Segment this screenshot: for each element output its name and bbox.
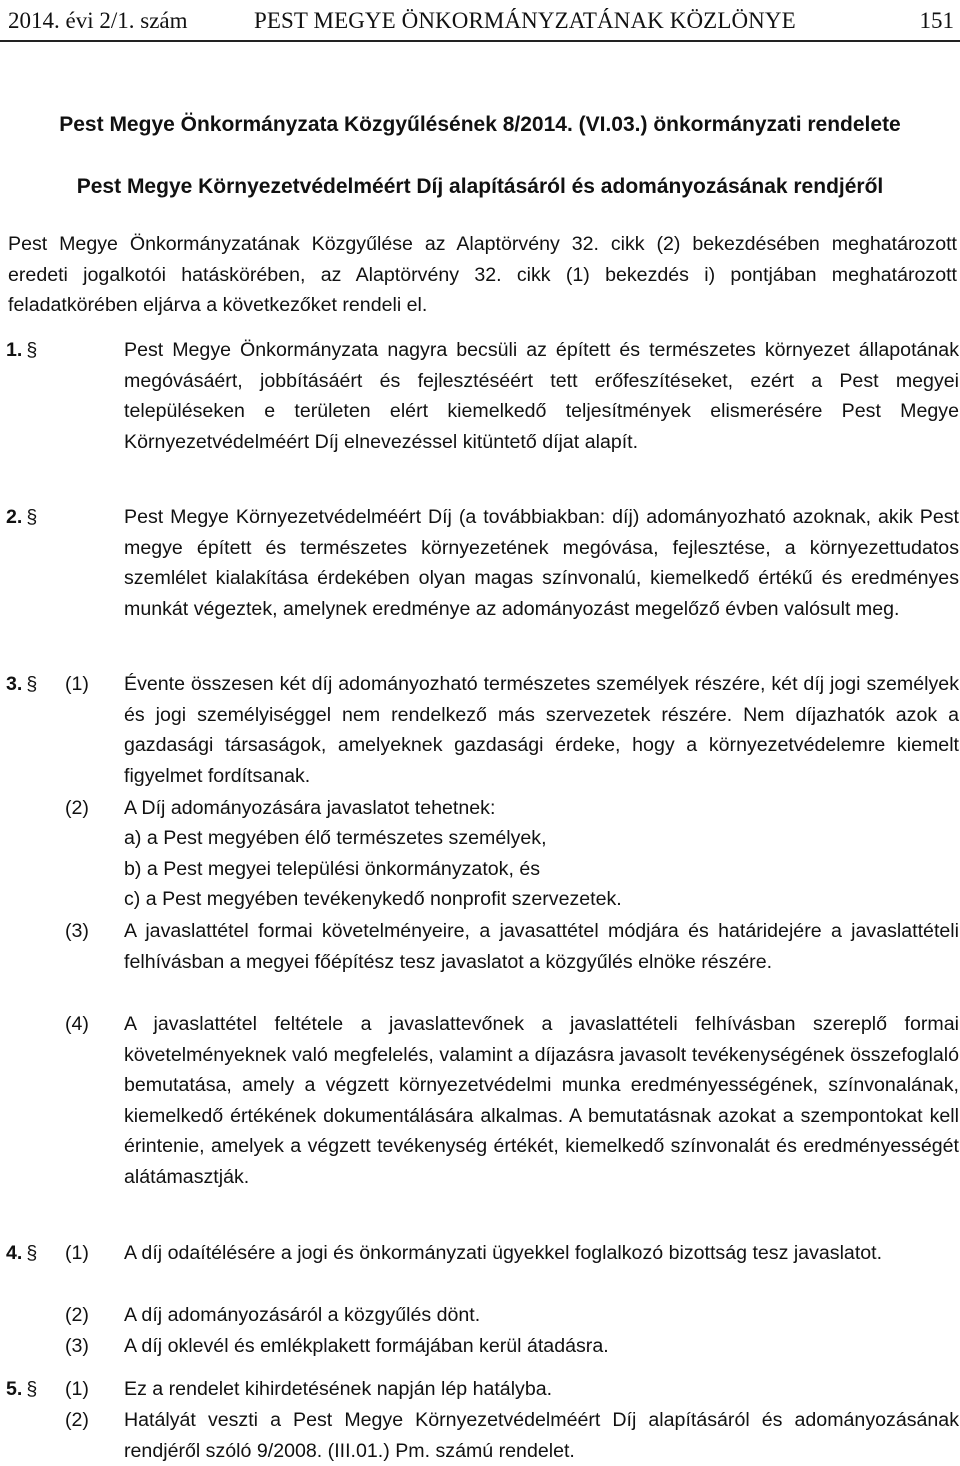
section-5-paragraph-2: Hatályát veszti a Pest Megye Környezetvédelméért Díj alapításáról és adományozásának rendjéről szóló 9/2008. (III.01.) Pm. számú rendelet. — [124, 1409, 959, 1462]
paragraph-label: (3) — [65, 1335, 89, 1357]
section-5-number: 5. § — [6, 1378, 38, 1400]
section-2-text: Pest Megye Környezetvédelméért Díj (a továbbiakban: díj) adományozható azoknak, akik Pest megye épített és természetes környezetének megóvása, fejlesztése, a környezettudatos szemlélet kialakítása érdekében olyan magas színvonalú, kiemelkedő értékű és eredményes munkát végeztek, amelynek eredménye az adományozást megelőző évben valósult meg. — [124, 506, 959, 620]
section-4-paragraph-2: A díj adományozásáról a közgyűlés dönt. — [124, 1304, 481, 1326]
paragraph-label: (3) — [65, 920, 89, 942]
section-3-paragraph-1: Évente összesen két díj adományozható természetes személyek részére, két díj jogi személyek és jogi személyiséggel nem rendelkező más szervezetek részére. Nem díjazhatók azok a gazdasági társaságok, amelyeknek gazdasági érdeke, hogy a környezetvédelemre kiemelt figyelmet fordítsanak. — [124, 673, 959, 787]
section-mark: § — [26, 506, 38, 528]
issue-number: 2014. évi 2/1. szám — [8, 8, 188, 33]
section-3-paragraph-3: A javaslattétel formai követelményeire, a javasattétel módjára és határidejére a javaslattételi felhívásban a megyei főépítész tesz javaslatot a közgyűlés elnöke részére. — [124, 920, 959, 973]
paragraph-label: (4) — [65, 1013, 89, 1035]
list-item-c: c) a Pest megyében tevékenykedő nonprofit szervezetek. — [124, 888, 622, 910]
journal-title: PEST MEGYE ÖNKORMÁNYZATÁNAK KÖZLÖNYE — [254, 8, 796, 33]
paragraph-label: (2) — [65, 1304, 89, 1326]
section-mark: § — [26, 1378, 38, 1400]
section-4-paragraph-1: A díj odaítélésére a jogi és önkormányzati ügyekkel foglalkozó bizottság tesz javaslatot. — [124, 1242, 883, 1264]
section-2-number: 2. § — [6, 506, 38, 528]
header-divider — [0, 40, 960, 42]
section-mark: § — [26, 339, 38, 361]
paragraph-label: (2) — [65, 797, 89, 819]
list-item-b: b) a Pest megyei települési önkormányzatok, és — [124, 858, 541, 880]
running-header — [8, 4, 954, 38]
section-3-paragraph-2: A Díj adományozására javaslatot tehetnek: — [124, 797, 496, 819]
section-4-paragraph-3: A díj oklevél és emlékplakett formájában kerül átadásra. — [124, 1335, 609, 1357]
section-1-number: 1. § — [6, 339, 38, 361]
paragraph-label: (1) — [65, 673, 89, 695]
paragraph-label: (1) — [65, 1242, 89, 1264]
paragraph-label: (1) — [65, 1378, 89, 1400]
decree-title: Pest Megye Önkormányzata Közgyűlésének 8/2014. (VI.03.) önkormányzati rendelete — [59, 113, 901, 136]
paragraph-label: (2) — [65, 1409, 89, 1431]
section-1-text: Pest Megye Önkormányzata nagyra becsüli az épített és természetes környezet állapotának megóvásáért, jobbításáért és fejlesztéséért tett erőfeszítéseket, ezért a Pest megyei településeken e területen elért kiemelkedő teljesítmények elismerésére Pest Megye Környezetvédelméért Díj elnevezéssel kitüntető díjat alapít. — [124, 339, 959, 453]
list-item-a: a) a Pest megyében élő természetes személyek, — [124, 827, 547, 849]
section-mark: § — [26, 1242, 38, 1264]
section-3-number: 3. § — [6, 673, 38, 695]
section-mark: § — [26, 673, 38, 695]
section-4-number: 4. § — [6, 1242, 38, 1264]
section-5-paragraph-1: Ez a rendelet kihirdetésének napján lép hatályba. — [124, 1378, 553, 1400]
section-3-paragraph-4: A javaslattétel feltétele a javaslattevőnek a javaslattételi felhívásban szereplő formai követelményeknek való megfelelés, valamint a díjazásra javasolt tevékenységének összefoglaló bemutatása, amely a végzett környezetvédelmi munka eredményességének, színvonalának, kiemelkedő értékének dokumentálására alkalmas. A bemutatásnak azokat a szempontokat kell érintenie, amelyek a végzett tevékenység értékét, kiemelkedő színvonalát és eredményességét alátámasztják. — [124, 1013, 959, 1188]
decree-subject: Pest Megye Környezetvédelméért Díj alapításáról és adományozásának rendjéről — [76, 175, 884, 198]
preamble: Pest Megye Önkormányzatának Közgyűlése az Alaptörvény 32. cikk (2) bekezdésében meghatározott eredeti jogalkotói hatáskörében, az Alaptörvény 32. cikk (1) bekezdés i) pontjában meghatározott feladatkörében eljárva a következőket rendeli el. — [8, 233, 957, 316]
page-number: 151 — [919, 8, 954, 33]
